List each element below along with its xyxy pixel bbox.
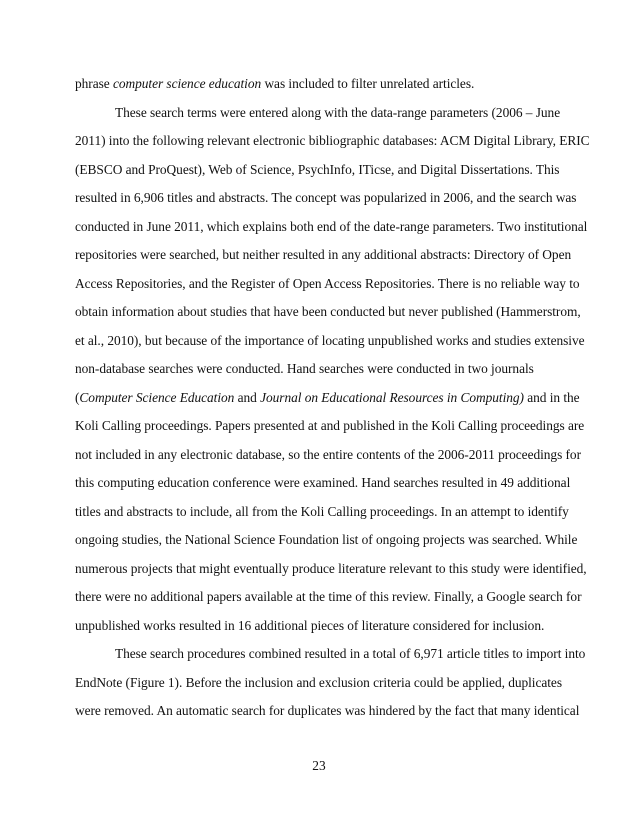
text-line-6: conducted in June 2011, which explains both end of the date-range parameters. Two institutional: [75, 219, 588, 234]
text-line-19: there were no additional papers available at the time of this review. Finally, a Google search for: [75, 589, 582, 604]
text-line-9: obtain information about studies that have been conducted but never published (Hammerstrom,: [75, 304, 581, 319]
text-line-14: not included in any electronic database, so the entire contents of the 2006-2011 proceedings for: [75, 447, 581, 462]
text-line-13: Koli Calling proceedings. Papers presented at and published in the Koli Calling proceedings are: [75, 418, 585, 433]
text-line-20: unpublished works resulted in 16 additional pieces of literature considered for inclusion.: [75, 618, 545, 633]
text-line-7: repositories were searched, but neither resulted in any additional abstracts: Directory of Open: [75, 247, 572, 262]
page-number: 23: [312, 758, 326, 773]
text-line-4: (EBSCO and ProQuest), Web of Science, PsychInfo, ITicse, and Digital Dissertations. This: [75, 162, 560, 177]
text-line-2: These search terms were entered along with the data-range parameters (2006 – June: [115, 105, 561, 120]
text-line-10: et al., 2010), but because of the importance of locating unpublished works and studies extensive: [75, 333, 585, 348]
text-line-11: non-database searches were conducted. Hand searches were conducted in two journals: [75, 361, 534, 376]
text-line-12: (Computer Science Education and Journal on Educational Resources in Computing) and in the: [75, 390, 580, 405]
text-line-8: Access Repositories, and the Register of Open Access Repositories. There is no reliable way to: [75, 276, 580, 291]
text-line-22: EndNote (Figure 1). Before the inclusion and exclusion criteria could be applied, duplicates: [75, 675, 562, 690]
text-line-15: this computing education conference were examined. Hand searches resulted in 49 additional: [75, 475, 571, 490]
text-line-5: resulted in 6,906 titles and abstracts. The concept was popularized in 2006, and the search was: [75, 190, 577, 205]
text-line-23: were removed. An automatic search for duplicates was hindered by the fact that many identical: [75, 703, 580, 718]
text-line-17: ongoing studies, the National Science Foundation list of ongoing projects was searched. While: [75, 532, 578, 547]
text-line-16: titles and abstracts to include, all from the Koli Calling proceedings. In an attempt to identify: [75, 504, 569, 519]
text-line-18: numerous projects that might eventually produce literature relevant to this study were identified,: [75, 561, 587, 576]
text-line-1: phrase computer science education was included to filter unrelated articles.: [75, 76, 475, 91]
text-line-3: 2011) into the following relevant electronic bibliographic databases: ACM Digital Library, ERIC: [75, 133, 590, 148]
text-line-21: These search procedures combined resulted in a total of 6,971 article titles to import into: [115, 646, 586, 661]
